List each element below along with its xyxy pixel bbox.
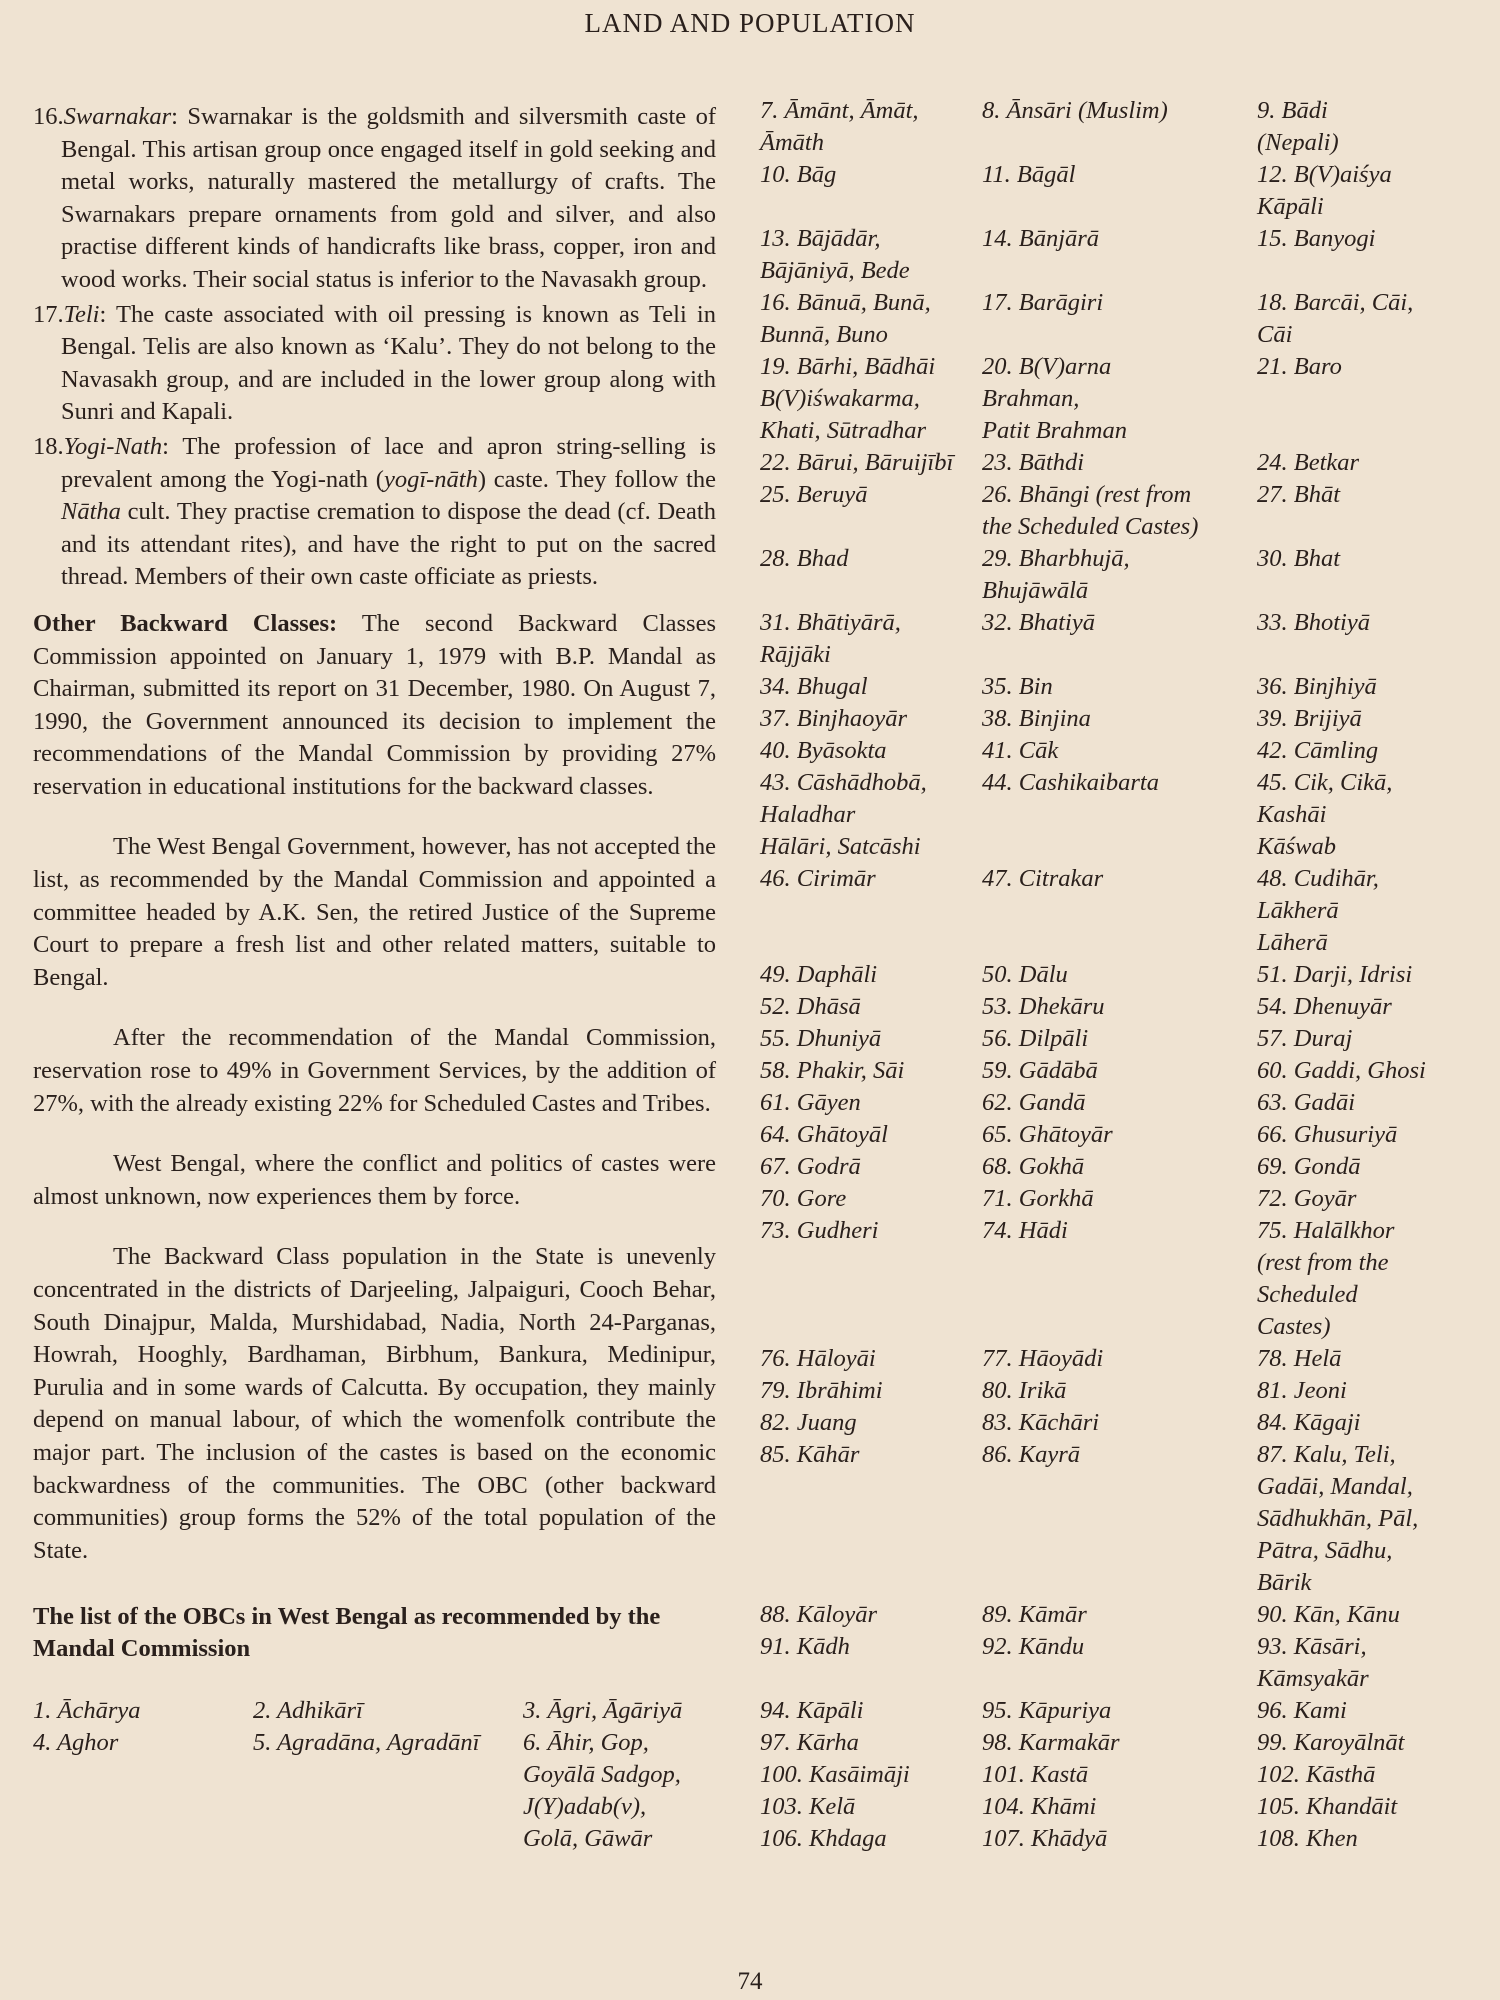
list-item: 14. Bānjārā [982, 225, 1100, 252]
list-item: 59. Gādābā [982, 1057, 1098, 1084]
list-item: 18. Barcāi, Cāi, Cāi [1257, 289, 1414, 348]
obc-list-row [760, 1599, 1490, 1631]
list-item: 17. Barāgiri [982, 289, 1104, 316]
list-item: 16. Bānuā, Bunā, Bunnā, Buno [760, 289, 931, 348]
list-item: 49. Daphāli [760, 961, 878, 988]
list-item: 15. Banyogi [1257, 225, 1376, 252]
list-item: 4. Aghor [33, 1729, 119, 1757]
obc-list-row [760, 1791, 1490, 1823]
obc-list-row [760, 1375, 1490, 1407]
list-item: 80. Irikā [982, 1377, 1067, 1404]
list-item: 48. Cudihār, Lākherā Lāherā [1257, 865, 1379, 956]
obc-list-row [760, 735, 1490, 767]
list-item: 107. Khādyā [982, 1825, 1108, 1852]
obc-list-row [760, 351, 1490, 447]
list-item: 9. Bādi (Nepali) [1257, 97, 1339, 156]
list-item: 81. Jeoni [1257, 1377, 1347, 1404]
list-item: 100. Kasāimāji [760, 1761, 910, 1788]
list-item: 41. Cāk [982, 737, 1059, 764]
list-item: 10. Bāg [760, 161, 837, 188]
list-item: 77. Hāoyādi [982, 1345, 1104, 1372]
obc-list-row [760, 671, 1490, 703]
list-item: 52. Dhāsā [760, 993, 861, 1020]
list-item: 40. Byāsokta [760, 737, 887, 764]
list-item: 58. Phakir, Sāi [760, 1057, 905, 1084]
list-item: 69. Gondā [1257, 1153, 1361, 1180]
obc-list-row [760, 1119, 1490, 1151]
list-item: 12. B(V)aiśya Kāpāli [1257, 161, 1392, 220]
list-item: 43. Cāshādhobā, Haladhar Hālāri, Satcāshi [760, 769, 927, 860]
list-item: 30. Bhat [1257, 545, 1341, 572]
list-item: 31. Bhātiyārā, Rājjāki [760, 609, 901, 668]
right-column-obc-list [760, 95, 1490, 1855]
list-item: 53. Dhekāru [982, 993, 1105, 1020]
obc-list-row [760, 287, 1490, 351]
list-item: 36. Binjhiyā [1257, 673, 1377, 700]
obc-list-row [760, 1439, 1490, 1599]
list-item: 51. Darji, Idrisi [1257, 961, 1413, 988]
list-item: 84. Kāgaji [1257, 1409, 1361, 1436]
list-item: 38. Binjina [982, 705, 1091, 732]
list-item: 72. Goyār [1257, 1185, 1357, 1212]
left-column [33, 101, 716, 1855]
obc-list-row [760, 1023, 1490, 1055]
obc-list-row [760, 223, 1490, 287]
list-item: 29. Bharbhujā, Bhujāwālā [982, 545, 1130, 604]
list-item: 57. Duraj [1257, 1025, 1353, 1052]
list-item: 87. Kalu, Teli, Gadāi, Mandal, Sādhukhān, Pāl, Pātra, Sādhu, Bārik [1257, 1441, 1419, 1596]
obc-list-row [760, 607, 1490, 671]
obc-list-row [760, 159, 1490, 223]
obc-list-row [760, 1055, 1490, 1087]
list-item: 13. Bājādār, Bājāniyā, Bede [760, 225, 910, 284]
list-item: 78. Helā [1257, 1345, 1342, 1372]
list-item: 103. Kelā [760, 1793, 856, 1820]
population-paragraph: The Backward Class population in the State is unevenly concentrated in the districts of Darjeeling, Jalpaiguri, Cooch Behar, South Dinajpur, Malda, Murshidabad, Nadia, North 24-Parganas, Howrah, Hooghly, Bardhaman, Birbhum, Bankura, Medinipur, Purulia and in some wards of Calcutta. By occupation, they mainly depend on manual labour, of which the womenfolk contribute the major part. The inclusion of the castes is based on the economic backwardness of the communities. The OBC (other backward communities) group forms the 52% of the total population of the State. [33, 1243, 716, 1564]
list-item: 42. Cāmling [1257, 737, 1379, 764]
page-number: 74 [737, 1968, 763, 1995]
list-item: 45. Cik, Cikā, Kashāi Kāśwab [1257, 769, 1393, 860]
list-item: 19. Bārhi, Bādhāi B(V)iśwakarma, Khati, Sūtradhar [760, 353, 936, 444]
list-item: 32. Bhatiyā [982, 609, 1095, 636]
list-item: 22. Bārui, Bāruijībī [760, 449, 954, 476]
list-item: 61. Gāyen [760, 1089, 861, 1116]
list-item: 98. Karmakār [982, 1729, 1120, 1756]
obc-list-row [760, 1087, 1490, 1119]
list-item: 26. Bhāngi (rest from the Scheduled Castes) [982, 481, 1199, 540]
list-item: 33. Bhotiyā [1257, 609, 1370, 636]
list-item: 74. Hādi [982, 1217, 1068, 1244]
obc-list-row [760, 767, 1490, 863]
list-item: 106. Khdaga [760, 1825, 887, 1852]
obc-list-row [760, 1151, 1490, 1183]
obc-list-row [760, 1183, 1490, 1215]
list-item: 79. Ibrāhimi [760, 1377, 883, 1404]
list-item: 82. Juang [760, 1409, 857, 1436]
obc-list-heading: The list of the OBCs in West Bengal as recommended by the Mandal Commission [33, 1603, 661, 1663]
obc-list-row [760, 991, 1490, 1023]
list-item: 25. Beruyā [760, 481, 868, 508]
list-item: 85. Kāhār [760, 1441, 860, 1468]
list-item: 34. Bhugal [760, 673, 868, 700]
obc-list-row [760, 1631, 1490, 1695]
list-item: 47. Citrakar [982, 865, 1104, 892]
list-item: 99. Karoyālnāt [1257, 1729, 1405, 1756]
list-item: 70. Gore [760, 1185, 847, 1212]
list-item: 65. Ghātoyār [982, 1121, 1113, 1148]
west-bengal-paragraph: The West Bengal Government, however, has not accepted the list, as recommended by the Mandal Commission and appointed a committee headed by A.K. Sen, the retired Justice of the Supreme Court to prepare a fresh list and other related matters, suitable to Bengal. [33, 833, 716, 991]
list-item: 24. Betkar [1257, 449, 1360, 476]
conflict-paragraph: West Bengal, where the conflict and politics of castes were almost unknown, now experiences them by force. [33, 1150, 716, 1210]
obc-list-row [760, 447, 1490, 479]
obc-list-row [760, 1215, 1490, 1343]
list-item: 37. Binjhaoyār [760, 705, 907, 732]
obc-list-row [760, 1407, 1490, 1439]
list-item: 95. Kāpuriya [982, 1697, 1112, 1724]
list-item: 1. Āchārya [33, 1697, 141, 1725]
list-item: 54. Dhenuyār [1257, 993, 1392, 1020]
list-item: 39. Brijiyā [1257, 705, 1362, 732]
list-item: 101. Kastā [982, 1761, 1089, 1788]
running-header: LAND AND POPULATION [584, 8, 916, 38]
obc-list-row [760, 1727, 1490, 1759]
list-item: 3. Āgri, Āgāriyā [523, 1697, 683, 1725]
list-item: 35. Bin [982, 673, 1053, 700]
obc-paragraph: Other Backward Classes: The second Backward Classes Commission appointed on January 1, 1979 with B.P. Mandal as Chairman, submitted its report on 31 December, 1980. On August 7, 1990, the Government announced its decision to implement the recommendations of the Mandal Commission by providing 27% reservation in educational institutions for the backward classes. [33, 609, 716, 800]
list-item: 20. B(V)arna Brahman, Patit Brahman [982, 353, 1127, 444]
list-item: 2. Adhikārī [253, 1697, 363, 1725]
obc-list-row [760, 1343, 1490, 1375]
obc-list-row [760, 703, 1490, 735]
list-item: 94. Kāpāli [760, 1697, 864, 1724]
list-item: 21. Baro [1257, 353, 1342, 380]
list-item: 67. Godrā [760, 1153, 861, 1180]
list-item: 75. Halālkhor (rest from the Scheduled Castes) [1257, 1217, 1395, 1340]
list-item: 28. Bhad [760, 545, 849, 572]
list-item: 104. Khāmi [982, 1793, 1097, 1820]
list-item: 27. Bhāt [1257, 481, 1341, 508]
list-item: 6. Āhir, Gop, Goyālā Sadgop, J(Y)adab(v), Golā, Gāwār [523, 1729, 681, 1853]
list-item: 56. Dilpāli [982, 1025, 1089, 1052]
list-item: 93. Kāsāri, Kāmsyakār [1257, 1633, 1369, 1692]
obc-list-row [760, 95, 1490, 159]
list-item: 46. Cirimār [760, 865, 876, 892]
list-item: 7. Āmānt, Āmāt, Āmāth [760, 97, 919, 156]
obc-list-row [760, 543, 1490, 607]
list-item: 63. Gadāi [1257, 1089, 1355, 1116]
list-item: 50. Dālu [982, 961, 1068, 988]
list-item: 55. Dhuniyā [760, 1025, 882, 1052]
list-item: 23. Bāthdi [982, 449, 1085, 476]
list-item: 102. Kāsthā [1257, 1761, 1376, 1788]
mandal-reservation-paragraph: After the recommendation of the Mandal Commission, reservation rose to 49% in Government Services, by the addition of 27%, with the already existing 22% for Scheduled Castes and Tribes. [33, 1024, 716, 1117]
list-item: 89. Kāmār [982, 1601, 1087, 1628]
list-item: 73. Gudheri [760, 1217, 879, 1244]
list-item: 91. Kādh [760, 1633, 850, 1660]
list-item: 11. Bāgāl [982, 161, 1076, 188]
list-item: 90. Kān, Kānu [1257, 1601, 1400, 1628]
list-item: 66. Ghusuriyā [1257, 1121, 1398, 1148]
list-item: 105. Khandāit [1257, 1793, 1398, 1820]
obc-list-row [760, 1695, 1490, 1727]
list-item: 44. Cashikaibarta [982, 769, 1159, 796]
obc-list-row [760, 1823, 1490, 1855]
obc-list-row [760, 959, 1490, 991]
list-item: 71. Gorkhā [982, 1185, 1094, 1212]
list-item: 64. Ghātoyāl [760, 1121, 888, 1148]
list-item: 88. Kāloyār [760, 1601, 878, 1628]
obc-list-start [33, 1695, 716, 1855]
item-teli: 17.Teli: The caste associated with oil pressing is known as Teli in Bengal. Telis are also known as ‘Kalu’. They do not belong to the Navasakh group, and are included in the lower group along with Sunri and Kapali. [33, 300, 716, 426]
item-yogi-nath: 18.Yogi-Nath: The profession of lace and apron string-selling is prevalent among the Yogi-nath (yogī-nāth) caste. They follow the Nātha cult. They practise cremation to dispose the dead (cf. Death and its attendant rites), and have the right to put on the sacred thread. Members of their own caste officiate as priests. [33, 432, 716, 591]
list-item: 62. Gandā [982, 1089, 1086, 1116]
list-item: 5. Agradāna, Agradānī [253, 1729, 480, 1757]
list-item: 8. Ānsāri (Muslim) [982, 97, 1168, 124]
list-item: 96. Kami [1257, 1697, 1347, 1724]
list-item: 60. Gaddi, Ghosi [1257, 1057, 1426, 1084]
item-swarnakar: 16.Swarnakar: Swarnakar is the goldsmith and silversmith caste of Bengal. This artisan group once engaged itself in gold seeking and metal works, naturally mastered the metallurgy of crafts. The Swarnakars prepare ornaments from gold and silver, and also practise different kinds of handicrafts like brass, copper, iron and wood works. Their social status is inferior to the Navasakh group. [33, 103, 716, 293]
list-item: 92. Kāndu [982, 1633, 1085, 1660]
obc-list-row [760, 863, 1490, 959]
list-item: 86. Kayrā [982, 1441, 1080, 1468]
list-item: 108. Khen [1257, 1825, 1358, 1852]
list-item: 83. Kāchāri [982, 1409, 1100, 1436]
obc-list-row [760, 1759, 1490, 1791]
list-item: 68. Gokhā [982, 1153, 1085, 1180]
list-item: 76. Hāloyāi [760, 1345, 876, 1372]
list-item: 97. Kārha [760, 1729, 859, 1756]
obc-list-row [760, 479, 1490, 543]
